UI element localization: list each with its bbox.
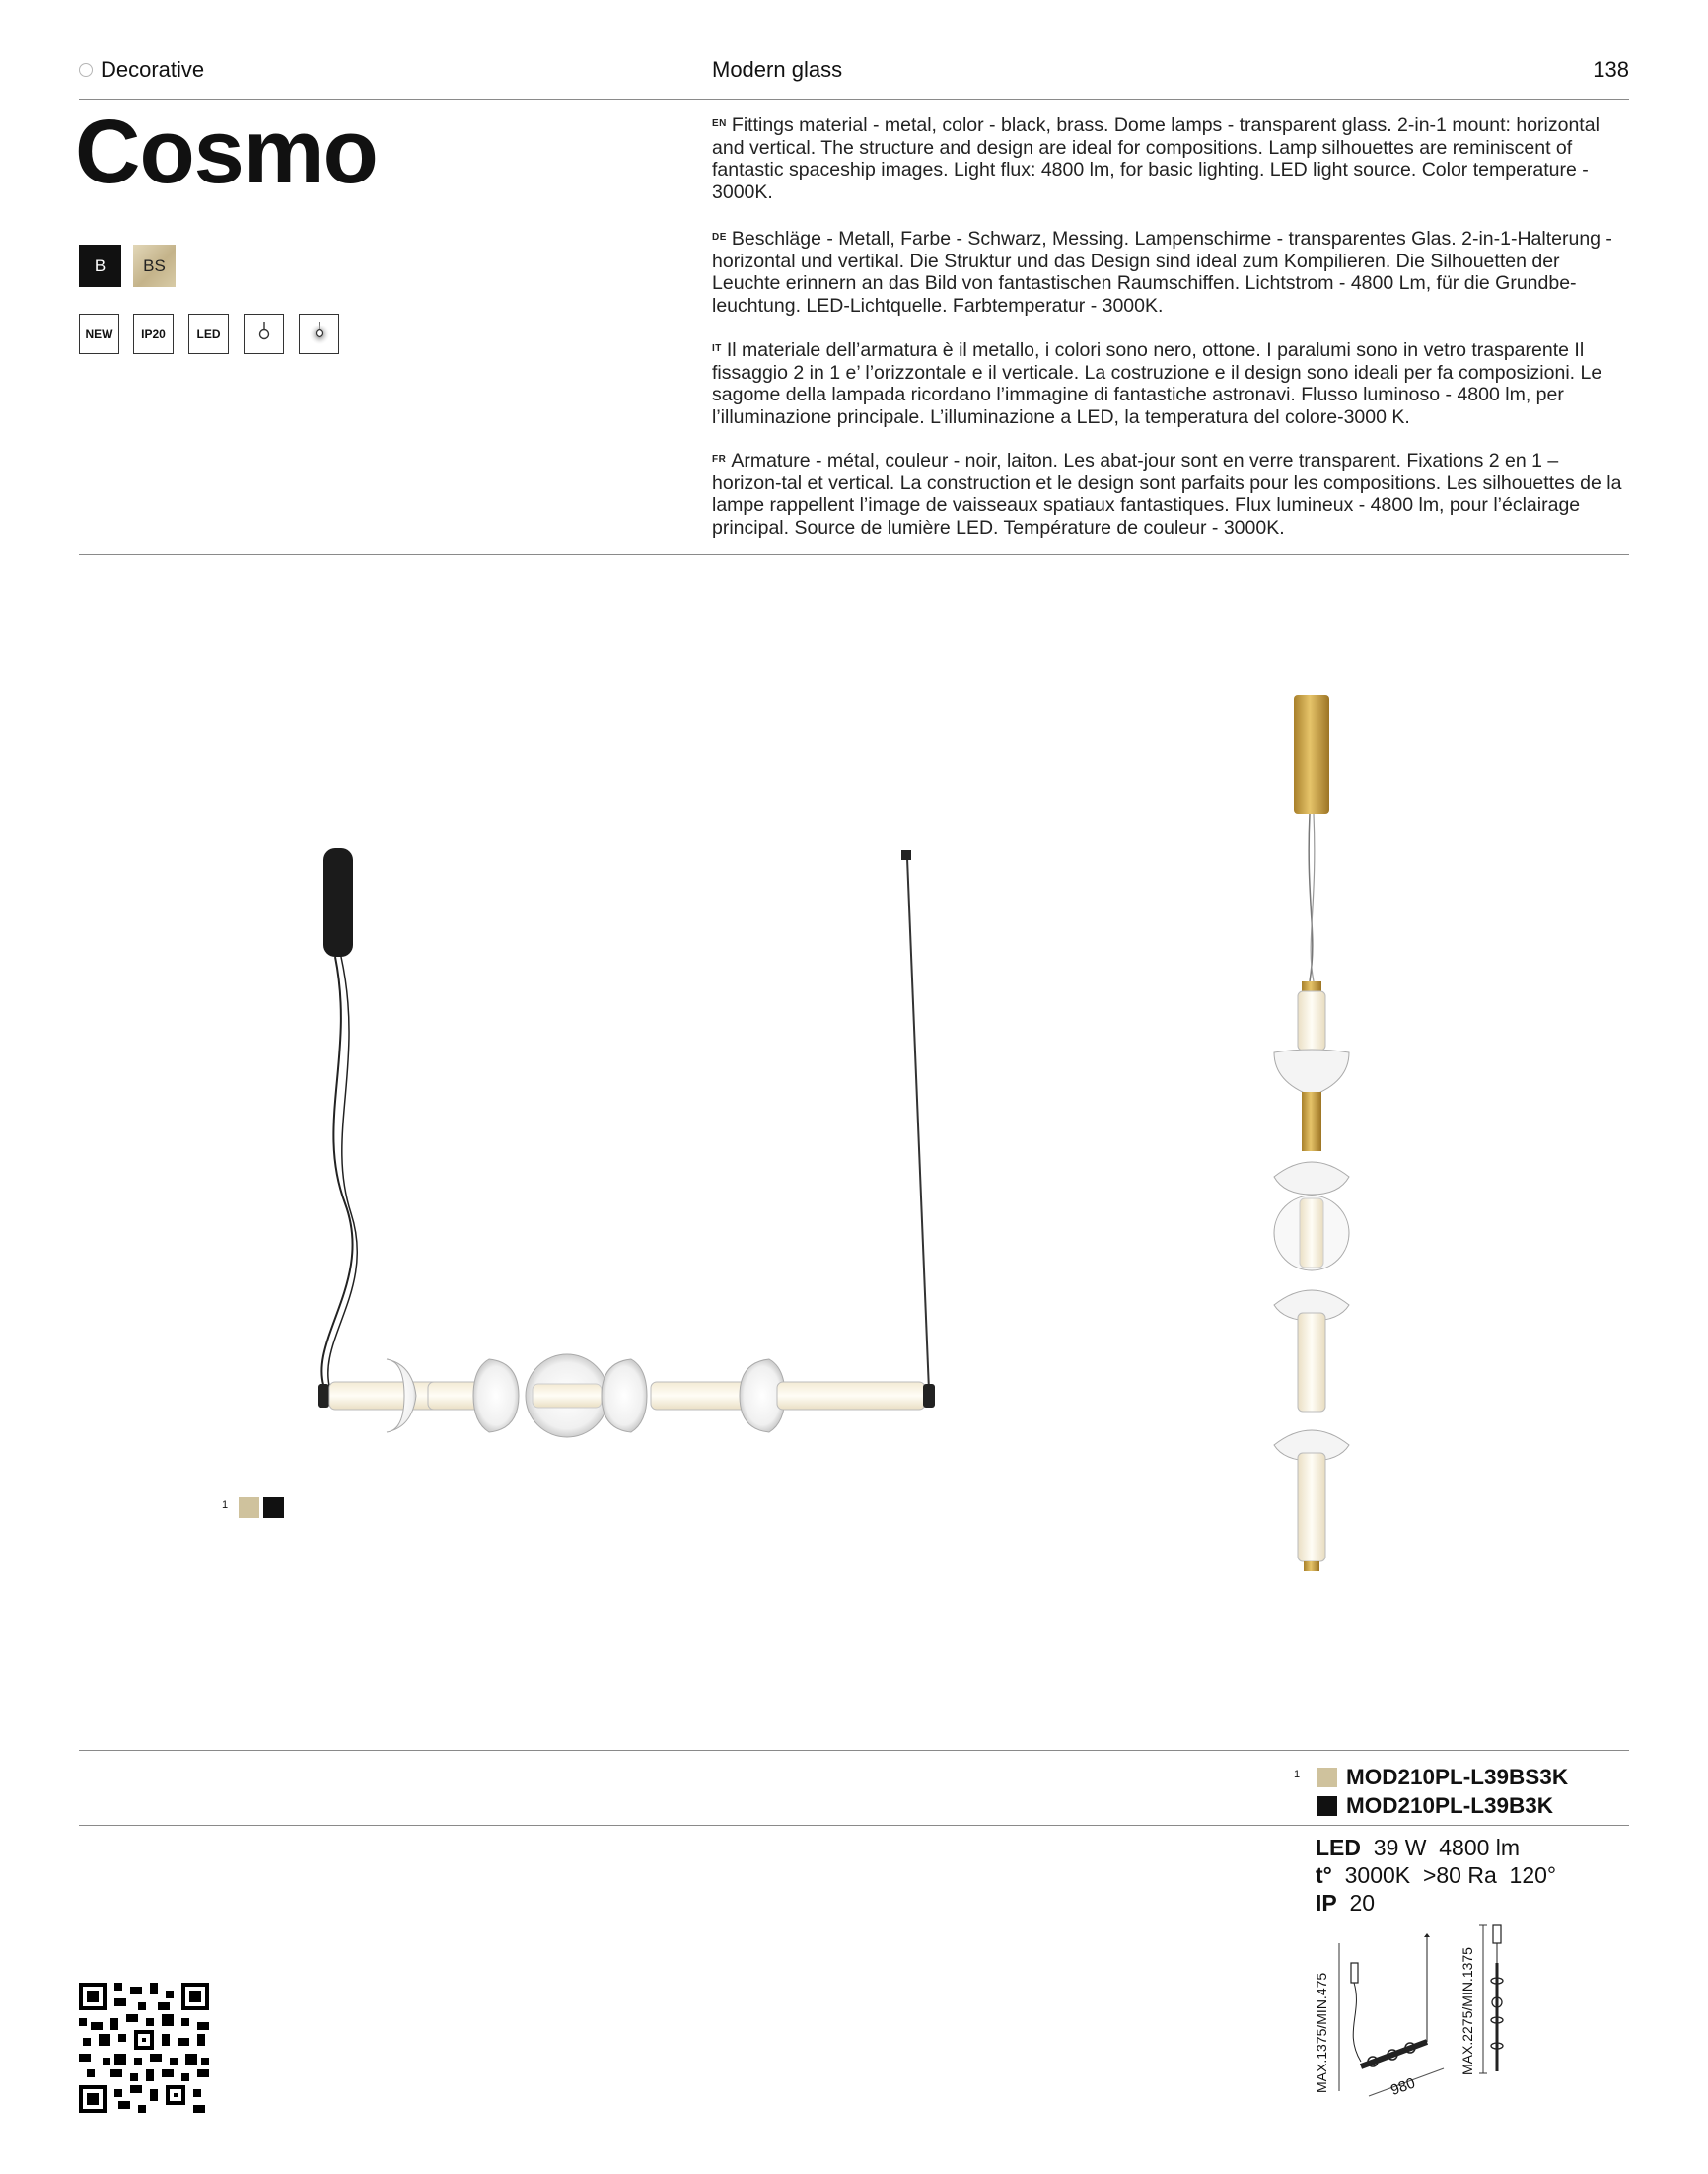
product-title: Cosmo xyxy=(75,102,378,202)
header-divider xyxy=(79,99,1629,100)
models-top-divider xyxy=(79,1750,1629,1751)
angle-value: 120° xyxy=(1509,1862,1557,1888)
figure-index: 1 xyxy=(222,1499,229,1511)
temperature-value: 3000K xyxy=(1344,1862,1411,1888)
subcategory-label: Modern glass xyxy=(712,57,843,82)
badge-led: LED xyxy=(188,314,229,354)
spec-ip-row xyxy=(1316,1890,1375,1917)
caption-swatch-black xyxy=(263,1497,284,1518)
description-en: $^{EN}$ Fittings material - metal, color - black, brass. Dome lamps - transparent glass. 2-in-1 mount: horizontal and vertical. The structure and design are ideal for compositions. Lamp silhouettes are reminiscent of fantastic spaceship images. Light flux: 4800 lm, for basic lighting. LED light source. Color temperature - 3000K. xyxy=(712,114,1600,203)
models-bottom-divider xyxy=(79,1825,1629,1826)
cri-value: >80 Ra xyxy=(1422,1862,1497,1888)
ip-value: 20 xyxy=(1349,1890,1376,1916)
circle-icon xyxy=(79,63,93,77)
breadcrumb-category xyxy=(79,57,204,83)
horizontal-dimension-drawing xyxy=(1333,1933,1452,2101)
swatch-brass: BS xyxy=(133,245,176,287)
badge-ip20: IP20 xyxy=(133,314,174,354)
pendant-mount-icon xyxy=(244,314,284,354)
model-code-brass: MOD210PL-L39BS3K xyxy=(1346,1765,1569,1789)
spec-led-row xyxy=(1316,1835,1520,1861)
swatch-black: B xyxy=(79,245,121,287)
description-it: $^{IT}$ Il materiale dell’armatura è il metallo, i colori sono nero, ottone. I paralumi sono in vetro trasparente Il fissaggio 2 in 1 e’ l’orizzontale e il verticale. La costruzione e il design sono ideali per fa composizioni. Le sagome della lampada ricordano l’immagine di fantastiche astronavi. Flusso luminoso - 4800 lm, per l’illuminazione principale. L’illuminazione a LED, la temperatura del colore-3000 K. xyxy=(712,339,1602,428)
vertical-height-label: MAX.2275/MIN.1375 xyxy=(1459,1947,1475,2075)
models-index: 1 xyxy=(1294,1769,1301,1780)
power-value: 39 W xyxy=(1373,1835,1427,1860)
model-swatch-brass xyxy=(1317,1768,1337,1787)
description-divider xyxy=(79,554,1629,555)
vertical-lamp-image xyxy=(1262,686,1361,1593)
horizontal-length-label: 980 xyxy=(1388,2074,1418,2099)
horizontal-height-label: MAX.1375/MIN.475 xyxy=(1314,1972,1329,2093)
flux-value: 4800 lm xyxy=(1439,1835,1521,1860)
horizontal-lamp-image xyxy=(296,829,986,1460)
caption-swatch-brass xyxy=(239,1497,259,1518)
qr-code-image xyxy=(79,1983,209,2113)
category-label: Decorative xyxy=(101,57,205,82)
light-emit-icon xyxy=(299,314,339,354)
model-swatch-black xyxy=(1317,1796,1337,1816)
ip-label: IP xyxy=(1316,1890,1337,1916)
model-code-black: MOD210PL-L39B3K xyxy=(1346,1793,1554,1818)
description-de: $^{DE}$ Beschläge - Metall, Farbe - Schwarz, Messing. Lampenschirme - transparentes Glas. 2-in-1-Halterung - horizontal und vertikal. Die Struktur und das Design sind ideal zum Kompilieren. Die Silhouetten der Leuchte erinnern an das Bild von fantastischen Raumschiffen. Lichtstrom - 4800 Lm, für die Grundbe-leuchtung. LED-Lichtquelle. Farbtemperatur - 3000K. xyxy=(712,228,1612,317)
led-label: LED xyxy=(1316,1835,1361,1860)
description-fr: $^{FR}$ Armature - métal, couleur - noir, laiton. Les abat-jour sont en verre transparent. Fixations 2 en 1 – horizon-tal et vertical. La construction et le design sont parfaits pour les compositions. Les silhouettes de la lampe rappellent l’image de vaisseaux spatiaux fantastiques. Flux lumineux - 4800 lm, pour l’éclairage principal. Source de lumière LED. Température de couleur - 3000K. xyxy=(712,450,1622,539)
temp-label: t° xyxy=(1316,1862,1332,1888)
page-number: 138 xyxy=(1593,57,1629,82)
spec-temp-row xyxy=(1316,1862,1556,1889)
badge-new: NEW xyxy=(79,314,119,354)
vertical-dimension-drawing xyxy=(1477,1923,1527,2081)
